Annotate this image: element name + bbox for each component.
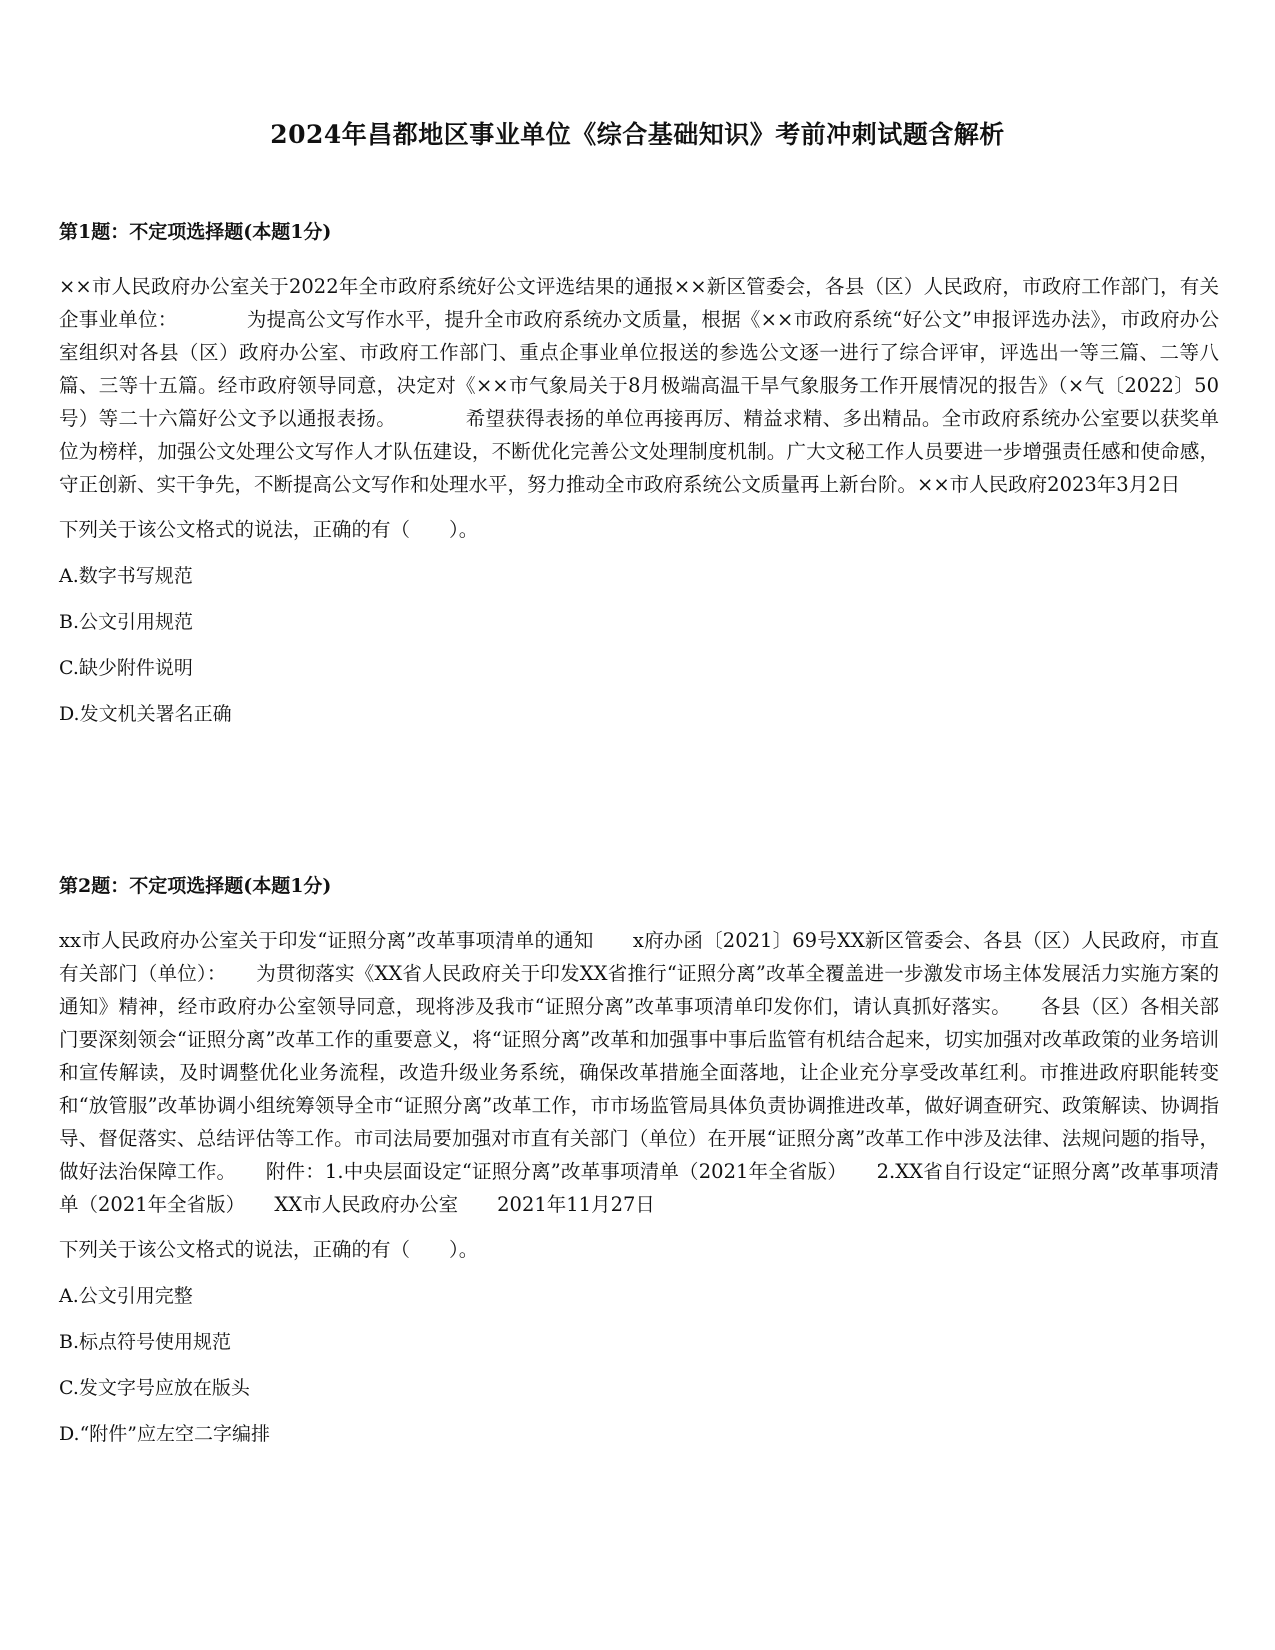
option-list bbox=[59, 1281, 1219, 1449]
document-title: 2024年昌都地区事业单位《综合基础知识》考前冲刺试题含解析 bbox=[270, 120, 1005, 149]
option-b[interactable]: B.公文引用规范 bbox=[59, 611, 194, 633]
option-d[interactable]: D.发文机关署名正确 bbox=[59, 703, 232, 725]
question-heading: 第1题：不定项选择题(本题1分) bbox=[59, 221, 332, 243]
option-b[interactable]: B.标点符号使用规范 bbox=[59, 1331, 232, 1353]
question-heading: 第2题：不定项选择题(本题1分) bbox=[59, 875, 332, 897]
question-prompt: 下列关于该公文格式的说法，正确的有（ ）。 bbox=[59, 1238, 479, 1261]
question-passage: ××市人民政府办公室关于2022年全市政府系统好公文评选结果的通报××新区管委会，各县（区）人民政府，市政府工作部门，有关企事业单位： 为提高公文写作水平，提升全市政府系统办文质量，根据《××市政府系统“好公文”申报评选办法》，市政府办公室组织对各县（区）政府办公室、市政府工作部门、重点企事业单位报送的参选公文逐一进行了综合评审，评选出一等三篇、二等八篇、三等十五篇。经市政府领导同意，决定对《××市气象局关于8月极端高温干旱气象服务工作开展情况的报告》（×气〔2022〕50号）等二十六篇好公文予以通报表扬。 希望获得表扬的单位再接再厉、精益求精、多出精品。全市政府系统办公室要以获奖单位为榜样，加强公文处理公文写作人才队伍建设，不断优化完善公文处理制度机制。广大文秘工作人员要进一步增强责任感和使命感，守正创新、实干争先，不断提高公文写作和处理水平，努力推动全市政府系统公文质量再上新台阶。××市人民政府2023年3月2日 bbox=[59, 275, 1219, 496]
option-list bbox=[59, 561, 1219, 729]
option-c[interactable]: C.发文字号应放在版头 bbox=[59, 1377, 250, 1399]
question-prompt: 下列关于该公文格式的说法，正确的有（ ）。 bbox=[59, 518, 479, 541]
option-d[interactable]: D.“附件”应左空二字编排 bbox=[59, 1423, 271, 1445]
question-passage: xx市人民政府办公室关于印发“证照分离”改革事项清单的通知 x府办函〔2021〕69号XX新区管委会、各县（区）人民政府，市直有关部门（单位）： 为贯彻落实《XX省人民政府关于印发XX省推行“证照分离”改革全覆盖进一步激发市场主体发展活力实施方案的通知》精神，经市政府办公室领导同意，现将涉及我市“证照分离”改革事项清单印发你们，请认真抓好落实。 各县（区）各相关部门要深刻领会“证照分离”改革工作的重要意义，将“证照分离”改革和加强事中事后监管有机结合起来，切实加强对改革政策的业务培训和宣传解读，及时调整优化业务流程，改造升级业务系统，确保改革措施全面落地，让企业充分享受改革红利。市推进政府职能转变和“放管服”改革协调小组统筹领导全市“证照分离”改革工作，市市场监管局具体负责协调推进改革，做好调查研究、政策解读、协调指导、督促落实、总结评估等工作。市司法局要加强对市直有关部门（单位）在开展“证照分离”改革工作中涉及法律、法规问题的指导，做好法治保障工作。 附件：1.中央层面设定“证照分离”改革事项清单（2021年全省版） 2.XX省自行设定“证照分离”改革事项清单（2021年全省版） XX市人民政府办公室 2021年11月27日 bbox=[59, 929, 1219, 1216]
option-a[interactable]: A.公文引用完整 bbox=[59, 1285, 193, 1307]
option-a[interactable]: A.数字书写规范 bbox=[59, 565, 193, 587]
question-2 bbox=[59, 872, 1219, 1465]
question-1 bbox=[59, 218, 1219, 745]
option-c[interactable]: C.缺少附件说明 bbox=[59, 657, 193, 679]
